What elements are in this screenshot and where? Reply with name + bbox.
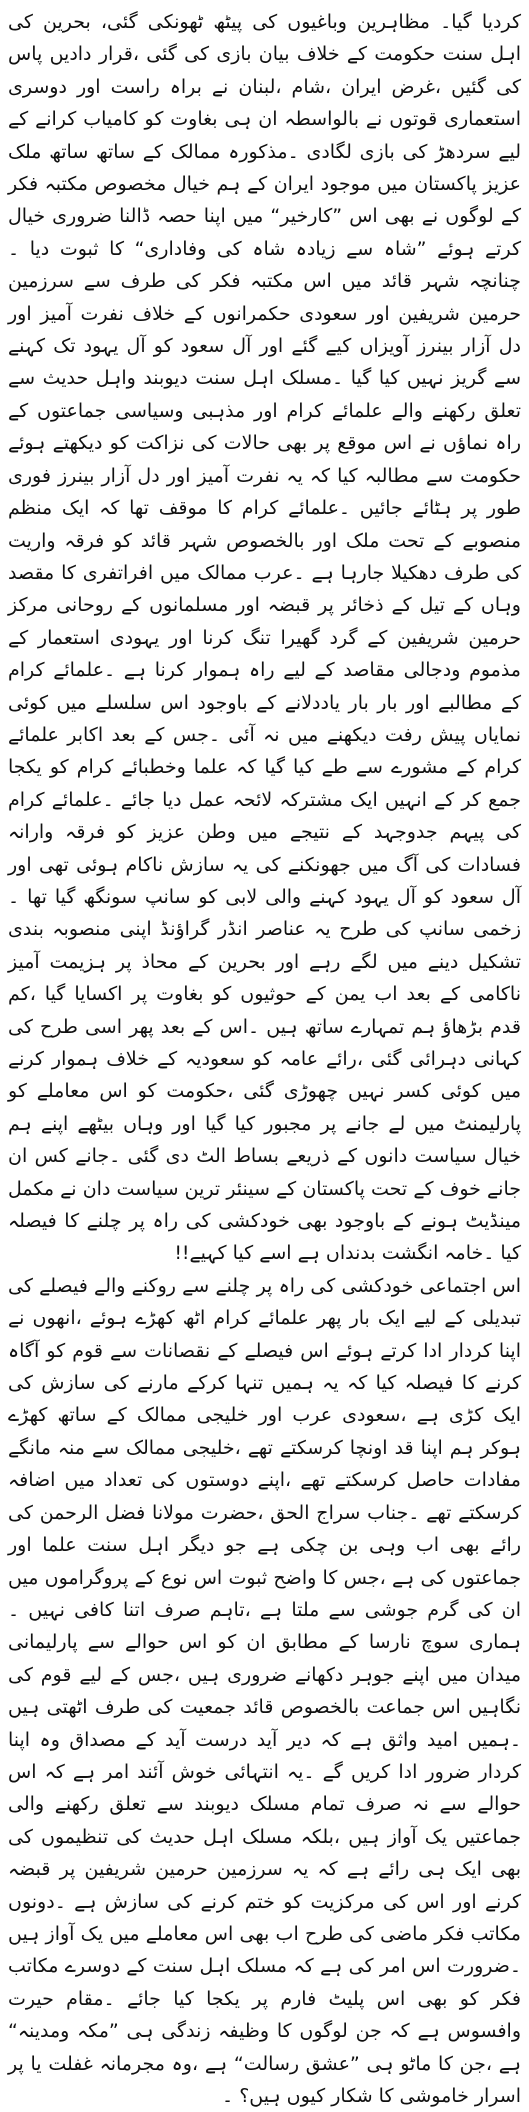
article-body — [8, 6, 521, 2112]
paragraph-1: کردیا گیا۔ مظاہرین وباغیوں کی پیٹھ ٹھونکی گئی، بحرین کی اہل سنت حکومت کے خلاف بیان بازی کی گئی ،قرار دادیں پاس کی گئیں ،غرض ایران ،شام ،لبنان نے براہ راست اور دوسری استعماری قوتوں نے بالواسطہ ان ہی بغاوت کو کامیاب کرانے کے لیے سردھڑ کی بازی لگادی ۔مذکورہ ممالک کے ساتھ ساتھ ملک عزیز پاکستان میں موجود ایران کے ہم خیال مخصوص مکتبہ فکر کے لوگوں نے بھی اس ”کارخیر“ میں اپنا حصہ ڈالنا ضروری خیال کرتے ہوئے ”شاہ سے زیادہ شاہ کی وفاداری“ کا ثبوت دیا ۔چنانچہ شہر قائد میں اس مکتبہ فکر کی طرف سے سرزمین حرمین شریفین اور سعودی حکمرانوں کے خلاف نفرت آمیز اور دل آزار بینرز آویزاں کیے گئے اور آل سعود کو آل یہود تک کہنے سے گریز نہیں کیا گیا ۔مسلک اہل سنت دیوبند واہل حدیث سے تعلق رکھنے والے علمائے کرام اور مذہبی وسیاسی جماعتوں کے راہ نماؤں نے اس موقع پر بھی حالات کی نزاکت کو دیکھتے ہوئے حکومت سے مطالبہ کیا کہ یہ نفرت آمیز اور دل آزار بینرز فوری طور پر ہٹائے جائیں ۔علمائے کرام کا موقف تھا کہ ایک منظم منصوبے کے تحت ملک اور بالخصوص شہر قائد کو فرقہ واریت کی طرف دھکیلا جارہا ہے ۔عرب ممالک میں افراتفری کا مقصد وہاں کے تیل کے ذخائر پر قبضہ اور مسلمانوں کے روحانی مرکز حرمین شریفین کے گرد گھیرا تنگ کرنا اور یہودی استعمار کے مذموم ودجالی مقاصد کے لیے راہ ہموار کرنا ہے ۔علمائے کرام کے مطالبے اور بار بار یاددلانے کے باوجود اس سلسلے میں کوئی نمایاں پیش رفت دیکھنے میں نہ آئی ۔جس کے بعد اکابر علمائے کرام کے مشورے سے طے کیا گیا کہ علما وخطبائے کرام کو یکجا جمع کر کے انہیں ایک مشترکہ لائحہ عمل دیا جائے ۔علمائے کرام کی پیہم جدوجہد کے نتیجے میں وطن عزیز کو فرقہ وارانہ فسادات کی آگ میں جھونکنے کی یہ سازش ناکام ہوئی تھی اور آل سعود کو آل یہود کہنے والی لابی کو سانپ سونگھ گیا تھا ۔زخمی سانپ کی طرح یہ عناصر انڈر گراؤنڈ اپنی منصوبہ بندی تشکیل دینے میں لگے رہے اور بحرین کے محاذ پر ہزیمت آمیز ناکامی کے بعد اب یمن کے حوثیوں کو بغاوت پر اکسایا گیا ،کم قدم بڑھاؤ ہم تمہارے ساتھ ہیں ۔اس کے بعد پھر اسی طرح کی کہانی دہرائی گئی ،رائے عامہ کو سعودیہ کے خلاف ہموار کرنے میں کوئی کسر نہیں چھوڑی گئی ،حکومت کو اس معاملے کو پارلیمنٹ میں لے جانے پر مجبور کیا گیا اور وہاں بیٹھے اپنے ہم خیال سیاست دانوں کے ذریعے بساط الٹ دی گئی ۔جانے کس ان جانے خوف کے تحت پاکستان کے سینئر ترین سیاست دان نے مکمل مینڈیٹ ہونے کے باوجود بھی خودکشی کی راہ پر چلنے کا فیصلہ کیا ۔خامہ انگشت بدنداں ہے اسے کیا کہیے!! — [8, 11, 521, 1265]
paragraph-2: اس اجتماعی خودکشی کی راہ پر چلنے سے روکنے والے فیصلے کی تبدیلی کے لیے ایک بار پھر علمائے کرام اٹھ کھڑے ہوئے ،انھوں نے اپنا کردار ادا کرتے ہوئے اس فیصلے کے نقصانات سے قوم کو آگاہ کرنے کا فیصلہ کیا کہ یہ ہمیں تنہا کرکے مارنے کی سازش کی ایک کڑی ہے ،سعودی عرب اور خلیجی ممالک کے ساتھ کھڑے ہوکر ہم اپنا قد اونچا کرسکتے تھے ،خلیجی ممالک سے منہ مانگے مفادات حاصل کرسکتے تھے ،اپنے دوستوں کی تعداد میں اضافہ کرسکتے تھے ۔جناب سراج الحق ،حضرت مولانا فضل الرحمن کی رائے بھی اب وہی بن چکی ہے جو دیگر اہل سنت علما اور جماعتوں کی ہے ،جس کا واضح ثبوت اس نوع کے پروگراموں میں ان کی گرم جوشی سے ملتا ہے ،تاہم صرف اتنا کافی نہیں ۔ہماری سوچ نارسا کے مطابق ان کو اس حوالے سے پارلیمانی میدان میں اپنے جوہر دکھانے ضروری ہیں ،جس کے لیے قوم کی نگاہیں اس جماعت بالخصوص قائد جمعیت کی طرف اٹھتی ہیں ۔ہمیں امید واثق ہے کہ دیر آید درست آید کے مصداق وہ اپنا کردار ضرور ادا کریں گے ۔یہ انتہائی خوش آئند امر ہے کہ اس حوالے سے نہ صرف تمام مسلک دیوبند سے تعلق رکھنے والی جماعتیں یک آواز ہیں ،بلکہ مسلک اہل حدیث کی تنظیموں کی بھی ایک ہی رائے ہے کہ یہ سرزمین حرمین شریفین پر قبضہ کرنے اور اس کی مرکزیت کو ختم کرنے کی سازش ہے ۔دونوں مکاتب فکر ماضی کی طرح اب بھی اس معاملے میں یک آواز ہیں ۔ضرورت اس امر کی ہے کہ مسلک اہل سنت کے دوسرے مکاتب فکر کو بھی اس پلیٹ فارم پر یکجا کیا جائے ۔مقام حیرت وافسوس ہے کہ جن لوگوں کا وظیفہ زندگی ہی ”مکہ ومدینہ“ ہے ،جن کا ماٹو ہی ”عشق رسالت“ ہے ،وہ مجرمانہ غفلت یا پر اسرار خاموشی کا شکار کیوں ہیں؟ ۔ — [8, 1274, 521, 2107]
